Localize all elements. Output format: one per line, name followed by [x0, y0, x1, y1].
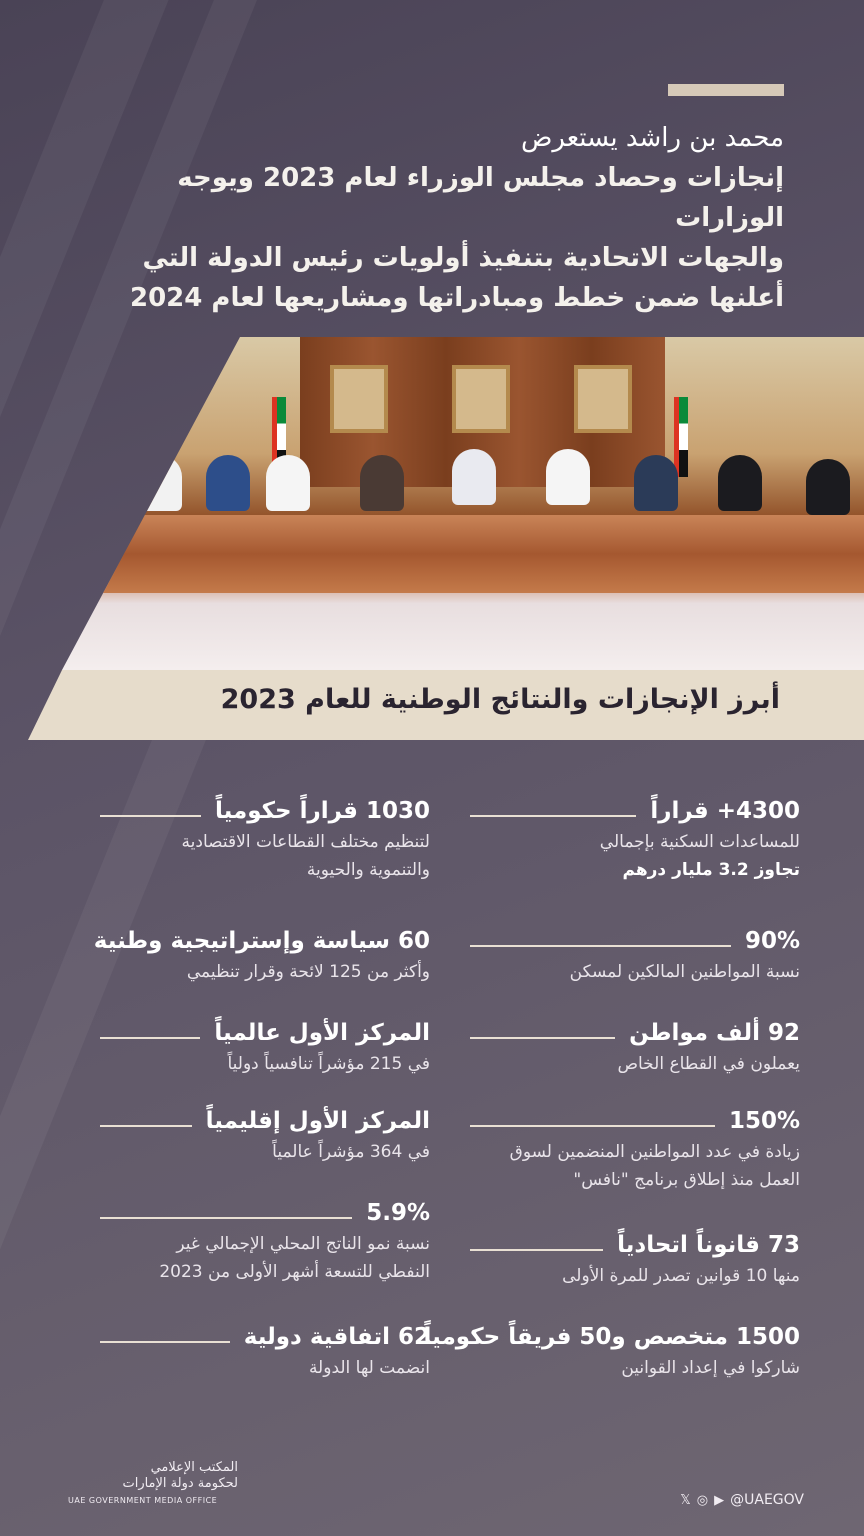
stat-head: 62 اتفاقية دولية — [243, 1324, 430, 1350]
stat-desc: انضمت لها الدولة — [308, 1358, 430, 1378]
stat-desc: للمساعدات السكنية بإجمالي — [599, 832, 800, 852]
attendee — [266, 455, 310, 511]
header-subtitle: محمد بن راشد يستعرض — [520, 123, 784, 153]
attendee — [360, 455, 404, 511]
stat-desc: شاركوا في إعداد القوانين — [621, 1358, 800, 1378]
stat-item — [100, 1200, 430, 1286]
stat-head: 150% — [728, 1108, 800, 1134]
portrait-frame — [574, 365, 632, 433]
section-title: أبرز الإنجازات والنتائج الوطنية للعام 2023 — [220, 684, 780, 715]
portrait-frame — [452, 365, 510, 433]
logo-text: المكتب الإعلامي — [150, 1460, 238, 1475]
divider — [470, 1037, 615, 1039]
divider — [100, 815, 201, 817]
meeting-table — [90, 515, 864, 593]
logo-text-en: UAE GOVERNMENT MEDIA OFFICE — [68, 1496, 218, 1505]
stat-item — [470, 798, 800, 884]
stat-desc: في 215 مؤشراً تنافسياً دولياً — [227, 1054, 430, 1074]
social-handle[interactable]: @UAEGOV — [730, 1492, 804, 1508]
stat-head: 1500 متخصص و50 فريقاً حكومياً — [423, 1324, 800, 1350]
youtube-icon[interactable]: ▶ — [714, 1492, 725, 1508]
stat-desc: لتنظيم مختلف القطاعات الاقتصادية — [181, 832, 430, 852]
stat-desc: منها 10 قوانين تصدر للمرة الأولى — [562, 1266, 800, 1286]
attendee — [546, 449, 590, 505]
stat-head: 90% — [744, 928, 800, 954]
stat-desc: زيادة في عدد المواطنين المنضمين لسوق — [509, 1142, 800, 1162]
instagram-icon[interactable]: ◎ — [696, 1492, 709, 1508]
stat-item — [470, 1232, 800, 1290]
uae-flag — [674, 397, 688, 477]
media-office-logo — [68, 1460, 238, 1505]
divider — [470, 945, 731, 947]
cabinet-meeting-photo — [0, 337, 864, 670]
attendee — [718, 455, 762, 511]
header-title-line: إنجازات وحصاد مجلس الوزراء لعام 2023 ويوجه الوزارات — [177, 163, 784, 233]
stat-head: المركز الأول عالمياً — [214, 1020, 430, 1046]
header — [84, 118, 784, 318]
accent-bar — [668, 84, 784, 96]
attendee — [806, 459, 850, 515]
stat-item — [470, 1020, 800, 1078]
stat-desc: يعملون في القطاع الخاص — [617, 1054, 800, 1074]
divider — [100, 1341, 230, 1343]
divider — [100, 1217, 352, 1219]
stat-item — [100, 1020, 430, 1078]
divider — [470, 1125, 715, 1127]
stat-desc: النفطي للتسعة أشهر الأولى من 2023 — [159, 1262, 430, 1282]
stat-desc: وأكثر من 125 لائحة وقرار تنظيمي — [186, 962, 430, 982]
stat-head: 60 سياسة وإستراتيجية وطنية — [93, 928, 430, 954]
attendee — [138, 455, 182, 511]
divider — [100, 1125, 192, 1127]
x-icon[interactable]: 𝕏 — [680, 1492, 691, 1508]
header-title-line: والجهات الاتحادية بتنفيذ أولويات رئيس الدولة التي — [142, 243, 784, 273]
divider — [470, 1249, 603, 1251]
attendee — [452, 449, 496, 505]
divider — [470, 815, 636, 817]
stat-desc: تجاوز 3.2 مليار درهم — [622, 860, 800, 880]
attendee — [634, 455, 678, 511]
stat-head: 92 ألف مواطن — [629, 1020, 800, 1046]
logo-text: لحكومة دولة الإمارات — [122, 1476, 238, 1491]
stat-desc: والتنموية والحيوية — [306, 860, 430, 880]
header-title-line: أعلنها ضمن خطط ومبادراتها ومشاريعها لعام 2024 — [130, 283, 784, 313]
stat-desc: العمل منذ إطلاق برنامج "نافس" — [573, 1170, 800, 1190]
stat-item — [470, 1108, 800, 1194]
stat-head: 5.9% — [366, 1200, 430, 1226]
stat-desc: نسبة المواطنين المالكين لمسكن — [569, 962, 800, 982]
stat-head: 1030 قراراً حكومياً — [214, 798, 430, 824]
stat-head: 73 قانوناً اتحادياً — [617, 1232, 800, 1258]
stat-item — [100, 798, 430, 884]
portrait-frame — [330, 365, 388, 433]
stat-desc: في 364 مؤشراً عالمياً — [272, 1142, 430, 1162]
stat-head: المركز الأول إقليمياً — [205, 1108, 430, 1134]
stat-head: 4300+ قراراً — [650, 798, 800, 824]
stat-item — [100, 1324, 430, 1382]
attendee — [206, 455, 250, 511]
stat-item — [100, 1108, 430, 1166]
social-bar — [680, 1492, 804, 1508]
stat-item — [423, 1324, 800, 1382]
stat-desc: نسبة نمو الناتج المحلي الإجمالي غير — [176, 1234, 430, 1254]
stat-item — [470, 928, 800, 986]
divider — [100, 1037, 200, 1039]
stat-item — [93, 928, 430, 986]
